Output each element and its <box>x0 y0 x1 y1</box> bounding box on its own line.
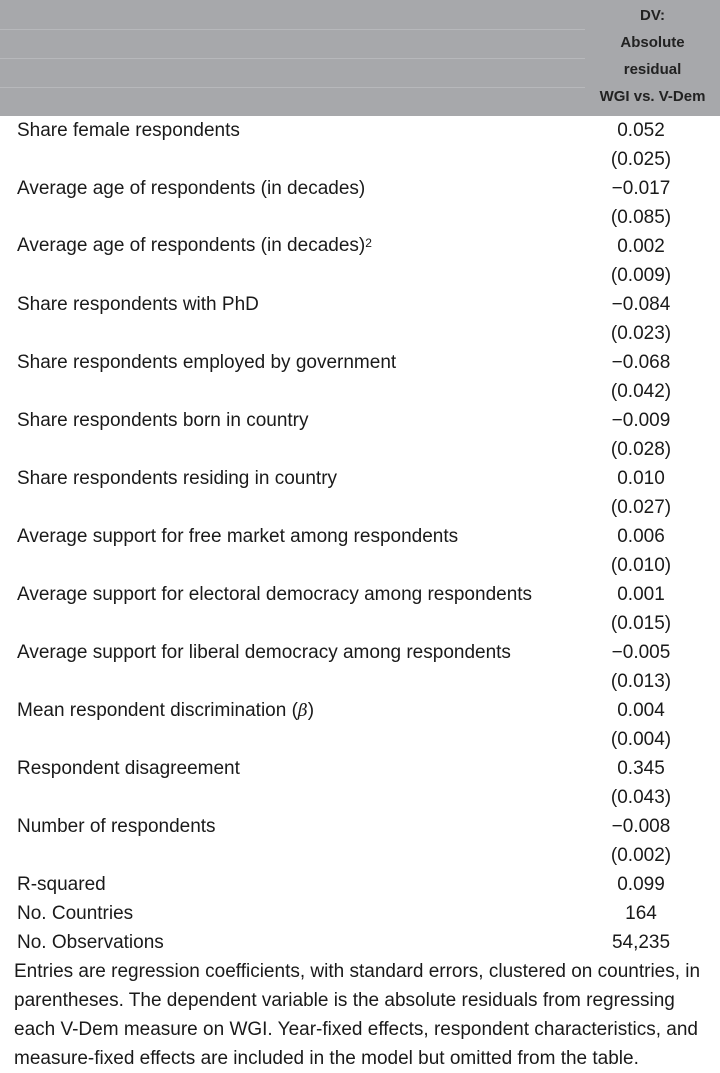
coefficient: −0.068 <box>611 352 671 373</box>
standard-error: (0.042) <box>610 381 672 402</box>
coefficient: 0.004 <box>617 700 665 721</box>
table-row-se <box>0 493 720 522</box>
table-header <box>0 0 720 116</box>
standard-error: (0.085) <box>610 207 672 228</box>
stat-label: R-squared <box>17 874 106 895</box>
table-row-se <box>0 319 720 348</box>
table-row <box>0 232 720 261</box>
row-label: Average age of respondents (in decades) <box>17 178 366 199</box>
table-row <box>0 696 720 725</box>
stat-value: 54,235 <box>611 932 671 953</box>
stat-label: No. Observations <box>17 932 164 953</box>
standard-error: (0.013) <box>610 671 672 692</box>
stat-label: No. Countries <box>17 903 134 924</box>
table-row <box>0 406 720 435</box>
row-label: Share respondents employed by government <box>17 352 397 373</box>
coefficient: −0.084 <box>611 294 671 315</box>
standard-error: (0.023) <box>610 323 672 344</box>
table-row <box>0 116 720 145</box>
coefficient: 0.010 <box>617 468 665 489</box>
dv-header-line: Absolute <box>620 33 685 51</box>
stat-value: 164 <box>625 903 657 924</box>
table-row <box>0 464 720 493</box>
table-row-se <box>0 725 720 754</box>
table-row <box>0 290 720 319</box>
coefficient: −0.017 <box>611 178 671 199</box>
standard-error: (0.028) <box>610 439 672 460</box>
standard-error: (0.043) <box>610 787 672 808</box>
standard-error: (0.027) <box>610 497 672 518</box>
beta-symbol: β <box>297 700 308 721</box>
stat-value: 0.099 <box>617 874 665 895</box>
coefficient: 0.345 <box>617 758 665 779</box>
table-body <box>0 116 720 957</box>
standard-error: (0.025) <box>610 149 672 170</box>
stat-row <box>0 928 720 957</box>
stat-row <box>0 899 720 928</box>
row-label: Respondent disagreement <box>17 758 240 779</box>
row-label: Average support for liberal democracy among respondents <box>17 642 511 663</box>
coefficient: −0.008 <box>611 816 671 837</box>
row-label: Average support for electoral democracy among respondents <box>17 584 533 605</box>
coefficient: 0.052 <box>617 120 665 141</box>
standard-error: (0.002) <box>610 845 672 866</box>
table-row-se <box>0 841 720 870</box>
table-row-se <box>0 783 720 812</box>
row-label: Mean respondent discrimination (β) <box>17 699 315 721</box>
standard-error: (0.015) <box>610 613 672 634</box>
row-label: Share female respondents <box>17 120 240 141</box>
row-label: Number of respondents <box>17 816 216 837</box>
table-row <box>0 174 720 203</box>
row-label: Share respondents with PhD <box>17 294 259 315</box>
row-label: Share respondents residing in country <box>17 468 338 489</box>
standard-error: (0.010) <box>610 555 672 576</box>
dv-header-line: residual <box>623 60 682 78</box>
table-row <box>0 754 720 783</box>
table-row <box>0 580 720 609</box>
table-row-se <box>0 609 720 638</box>
dv-header-line: DV: <box>639 6 665 24</box>
table-row-se <box>0 667 720 696</box>
row-label: Average age of respondents (in decades)$^2$ <box>17 235 372 256</box>
dv-column-header <box>585 0 720 116</box>
table-row-se <box>0 377 720 406</box>
standard-error: (0.004) <box>610 729 672 750</box>
table-note: Entries are regression coefficients, with standard errors, clustered on countries, in parentheses. The dependent variable is the absolute residuals from regressing each V-Dem measure on WGI. Year-fixed effects, respondent characteristics, and measure-fixed effects are included in the model but omitted from the table. <box>14 961 701 1069</box>
stat-row <box>0 870 720 899</box>
table-row-se <box>0 203 720 232</box>
row-label: Share respondents born in country <box>17 410 309 431</box>
superscript: 2 <box>365 236 372 250</box>
coefficient: −0.009 <box>611 410 671 431</box>
coefficient: 0.002 <box>617 236 665 257</box>
coefficient: −0.005 <box>611 642 671 663</box>
table-row-se <box>0 435 720 464</box>
table-row <box>0 638 720 667</box>
coefficient: 0.006 <box>617 526 665 547</box>
table-row <box>0 812 720 841</box>
coefficient: 0.001 <box>617 584 665 605</box>
table-row-se <box>0 551 720 580</box>
row-label: Average support for free market among respondents <box>17 526 459 547</box>
dv-header-line: WGI vs. V-Dem <box>599 87 706 105</box>
table-row <box>0 348 720 377</box>
standard-error: (0.009) <box>610 265 672 286</box>
table-row <box>0 522 720 551</box>
table-row-se <box>0 261 720 290</box>
table-row-se <box>0 145 720 174</box>
